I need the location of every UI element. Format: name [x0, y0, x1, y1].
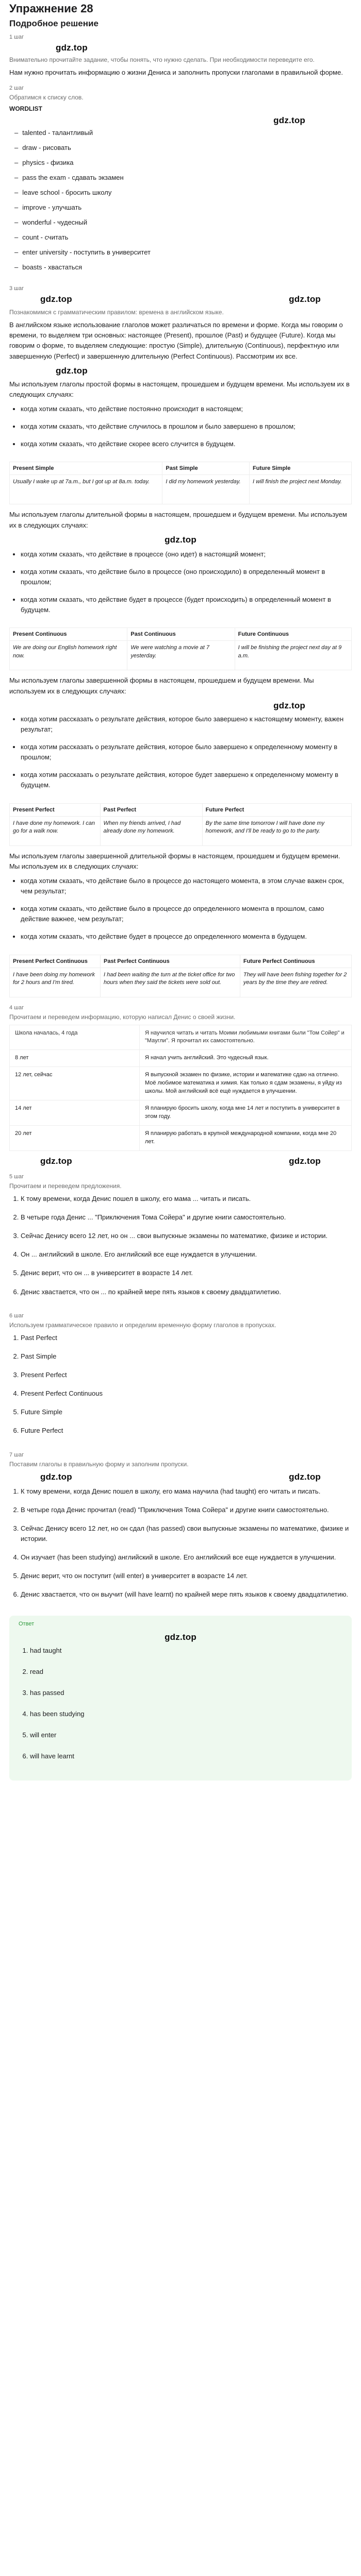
table-header: Present Perfect — [10, 803, 101, 816]
filled-sentence-list — [9, 1486, 352, 1608]
table-cell: I had been waiting the turn at the ticket office for two hours when they said the tickets were sold out. — [101, 968, 240, 997]
page-subtitle: Подробное решение — [9, 19, 99, 28]
continuous-uses-list — [9, 549, 352, 623]
list-item: 3. Сейчас Денису всего 12 лет, но он сдал (has passed) свои выпускные экзамены по математике, физике и истории. — [21, 1523, 352, 1552]
table-cell: I did my homework yesterday. — [162, 475, 250, 504]
step-5-intro: Прочитаем и переведем предложения. — [9, 1182, 122, 1190]
table-row — [10, 1126, 352, 1151]
continuous-table — [9, 628, 352, 670]
table-cell: I will finish the project next Monday. — [250, 475, 352, 504]
grammar-paragraph: Мы используем глаголы завершенной формы в настоящем, прошедшем и будущем времени. Мы используем их в следующих случаях: — [9, 676, 314, 695]
list-item: 3. Сейчас Денису всего 12 лет, но он ... свои выпускные экзамены по математике, физике и истории. — [21, 1231, 352, 1249]
step-3-intro: Познакомимся с грамматическим правилом: времена в английском языке. — [9, 309, 224, 316]
list-item: – draw - рисовать — [14, 144, 352, 159]
step-7 — [9, 1452, 352, 1608]
watermark-row: gdz.top gdz.top — [40, 1156, 321, 1166]
list-item: – talented - талантливый — [14, 129, 352, 144]
list-item: • когда хотим рассказать о результате действия, которое было завершено к настоящему моменту, важен результат; — [21, 714, 352, 742]
table-cell: I have done my homework. I can go for a walk now. — [10, 816, 101, 845]
list-item: – physics - физика — [14, 159, 352, 174]
list-item: – leave school - бросить школу — [14, 189, 352, 204]
step-3-title: 3 шаг — [9, 285, 24, 292]
table-cell: 8 лет — [10, 1050, 140, 1067]
list-item: 1. Past Perfect — [21, 1333, 352, 1351]
step-4-title: 4 шаг — [9, 1004, 24, 1011]
step-1-text: Нам нужно прочитать информацию о жизни Дениса и заполнить пропуски глаголами в правильной форме. — [9, 69, 343, 76]
table-cell: We were watching a movie at 7 yesterday. — [127, 641, 235, 670]
list-item: 6. will have learnt — [30, 1752, 342, 1773]
list-item: 5. will enter — [30, 1731, 342, 1752]
list-item: 4. Present Perfect Continuous — [21, 1388, 352, 1407]
step-7-title: 7 шаг — [9, 1451, 24, 1458]
table-header: Future Perfect — [202, 803, 351, 816]
list-item: 2. В четыре года Денис ... "Приключения Тома Сойера" и другие книги самостоятельно. — [21, 1212, 352, 1231]
sentence-list — [9, 1194, 352, 1306]
simple-table — [9, 462, 352, 504]
perfect-uses-list — [9, 714, 352, 798]
perfect-table — [9, 803, 352, 846]
table-header: Past Continuous — [127, 628, 235, 641]
step-4 — [9, 1005, 352, 1166]
list-item: 1. К тому времени, когда Денис пошел в школу, его мама ... читать и писать. — [21, 1194, 352, 1212]
table-cell: We are doing our English homework right now. — [10, 641, 127, 670]
step-5 — [9, 1174, 352, 1306]
list-item: • когда хотим сказать, что действие будет в процессе до определенного момента в будущем. — [21, 931, 352, 949]
step-2-intro: Обратимся к списку слов. — [9, 94, 84, 101]
table-header: Past Perfect — [100, 803, 202, 816]
answer-title: Ответ — [19, 1620, 35, 1627]
table-header: Future Perfect Continuous — [240, 955, 351, 968]
table-header: Present Continuous — [10, 628, 127, 641]
list-item: 1. had taught — [30, 1647, 342, 1668]
list-item: • когда хотим сказать, что действие случилось в прошлом и было завершено в прошлом; — [21, 421, 352, 439]
table-header: Я научился читать и читать Моими любимыми книгами были "Том Сойер" и "Маугли". Я прочитал их самостоятельно. — [139, 1025, 351, 1050]
table-cell: Я начал учить английский. Это чудесный язык. — [139, 1050, 351, 1067]
wordlist-title: WORDLIST — [9, 105, 42, 113]
watermark: gdz.top — [165, 534, 196, 545]
table-header: Present Simple — [10, 462, 162, 475]
table-cell: Я выпускной экзамен по физике, истории и математике сдаю на отлично. Моё любимое математика и химия. Как только я сдам экзамены, я уйду из школы. Мой английский всё ещё нуждается в улучшении. — [139, 1067, 351, 1100]
watermark: gdz.top — [273, 700, 305, 710]
table-cell: They will have been fishing together for 2 years by the time they are retired. — [240, 968, 351, 997]
step-6-title: 6 шаг — [9, 1312, 24, 1319]
simple-uses-list — [9, 404, 352, 456]
list-item: 2. read — [30, 1668, 342, 1689]
list-item: 5. Future Simple — [21, 1407, 352, 1426]
watermark-row: gdz.top gdz.top — [40, 294, 321, 304]
list-item: • когда хотим сказать, что действие было в процессе до определенного момента в прошлом, само действие важнее, чем результат; — [21, 904, 352, 931]
list-item: • когда хотим сказать, что действие скорее всего случится в будущем. — [21, 439, 352, 456]
wordlist — [9, 129, 352, 278]
list-item: • когда хотим рассказать о результате действия, которое будет завершено к определенному моменту в будущем. — [21, 770, 352, 798]
perfect-continuous-uses-list — [9, 876, 352, 950]
table-cell: When my friends arrived, I had already done my homework. — [100, 816, 202, 845]
watermark: gdz.top — [165, 1632, 196, 1642]
table-header: Future Simple — [250, 462, 352, 475]
step-6 — [9, 1313, 352, 1445]
table-cell: Я планирую работать в крупной международной компании, когда мне 20 лет. — [139, 1126, 351, 1151]
step-3 — [9, 285, 352, 997]
list-item: 4. Он изучает (has been studying) английский в школе. Его английский все еще нуждается в улучшении. — [21, 1552, 352, 1571]
page-title: Упражнение 28 — [9, 2, 93, 15]
table-cell: By the same time tomorrow I will have done my homework, and I'll be ready to go to the party. — [202, 816, 351, 845]
list-item: 2. Past Simple — [21, 1351, 352, 1370]
table-row — [10, 1100, 352, 1126]
list-item: • когда хотим сказать, что действие будет в процессе (будет происходить) в определенный момент в будущем. — [21, 595, 352, 622]
table-header: Школа началась, 4 года — [10, 1025, 140, 1050]
step-5-title: 5 шаг — [9, 1173, 24, 1180]
answer-box — [9, 1616, 352, 1781]
step-2 — [9, 85, 352, 278]
watermark: gdz.top — [56, 43, 88, 53]
table-cell: 20 лет — [10, 1126, 140, 1151]
table-cell: I will be finishing the project next day at 9 a.m. — [235, 641, 351, 670]
list-item: 6. Денис хвастается, что он выучит (will have learnt) по крайней мере пять языков к своему двадцатилетию. — [21, 1589, 352, 1608]
step-7-intro: Поставим глаголы в правильную форму и заполним пропуски. — [9, 1460, 189, 1468]
list-item: – enter university - поступить в университет — [14, 248, 352, 263]
list-item: 5. Денис верит, что он ... в университет в возрасте 14 лет. — [21, 1268, 352, 1286]
watermark-row: gdz.top gdz.top — [40, 1471, 321, 1482]
perfect-continuous-table — [9, 955, 352, 997]
table-header: Past Simple — [162, 462, 250, 475]
list-item: • когда хотим сказать, что действие было в процессе до настоящего момента, в этом случае важен срок, чем результат; — [21, 876, 352, 904]
list-item: 5. Денис верит, что он поступит (will enter) в университет в возрасте 14 лет. — [21, 1571, 352, 1589]
grammar-paragraph: В английском языке использование глаголов может различаться по времени и форме. Когда мы говорим о времени, то выделяем три основных: настоящее (Present), прошлое (Past) и будущее (Future). Когда мы говорим о форме, то выделяем следующие: простую (Simple), длительную (Continuous), перфектную или завершенную (Perfect) и завершенную длительную (Perfect Continuous). Рассмотрим их все. — [9, 321, 343, 360]
table-row — [10, 1067, 352, 1100]
table-row — [10, 1050, 352, 1067]
list-item: 3. Present Perfect — [21, 1370, 352, 1388]
answer-list — [19, 1647, 342, 1773]
list-item: 6. Future Perfect — [21, 1426, 352, 1444]
list-item: – wonderful - чудесный — [14, 218, 352, 233]
list-item: – improve - улучшать — [14, 204, 352, 218]
table-cell: 12 лет, сейчас — [10, 1067, 140, 1100]
step-6-intro: Используем грамматическое правило и определим временную форму глаголов в пропусках. — [9, 1321, 276, 1329]
table-cell: I have been doing my homework for 2 hours and I'm tired. — [10, 968, 101, 997]
grammar-paragraph: Мы используем глаголы завершенной длительной формы в настоящем, прошедшем и будущем времени. Мы используем их в следующих случаях: — [9, 852, 340, 870]
tense-list — [9, 1333, 352, 1445]
list-item: – boasts - хвастаться — [14, 263, 352, 278]
step-1-title: 1 шаг — [9, 34, 24, 40]
watermark: gdz.top — [56, 365, 88, 376]
list-item: • когда хотим сказать, что действие было в процессе (оно происходило) в определенный момент в прошлом; — [21, 567, 352, 595]
step-1 — [9, 34, 352, 78]
table-cell: Я планирую бросить школу, когда мне 14 лет и поступить в университет в этом году. — [139, 1100, 351, 1126]
list-item: 3. has passed — [30, 1689, 342, 1710]
list-item: • когда хотим сказать, что действие в процессе (оно идет) в настоящий момент; — [21, 549, 352, 567]
list-item: 6. Денис хвастается, что он ... по крайней мере пять языков к своему двадцатилетию. — [21, 1287, 352, 1306]
table-header: Future Continuous — [235, 628, 351, 641]
grammar-paragraph: Мы используем глаголы длительной формы в настоящем, прошедшем и будущем времени. Мы используем их в следующих случаях: — [9, 511, 347, 529]
list-item: • когда хотим сказать, что действие постоянно происходит в настоящем; — [21, 404, 352, 421]
table-header: Present Perfect Continuous — [10, 955, 101, 968]
list-item: – pass the exam - сдавать экзамен — [14, 174, 352, 189]
list-item: • когда хотим рассказать о результате действия, которое было завершено к определенному моменту в прошлом; — [21, 742, 352, 770]
list-item: 4. Он ... английский в школе. Его английский все еще нуждается в улучшении. — [21, 1249, 352, 1268]
step-2-title: 2 шаг — [9, 85, 24, 92]
step-1-intro: Внимательно прочитайте задание, чтобы понять, что нужно сделать. При необходимости переведите его. — [9, 56, 315, 63]
table-header: Past Perfect Continuous — [101, 955, 240, 968]
list-item: 2. В четыре года Денис прочитал (read) "Приключения Тома Сойера" и другие книги самостоятельно. — [21, 1505, 352, 1523]
denis-facts-table — [9, 1025, 352, 1151]
grammar-paragraph: Мы используем глаголы простой формы в настоящем, прошедшем и будущем времени. Мы используем их в следующих случаях: — [9, 380, 350, 398]
table-cell: Usually I wake up at 7a.m., but I got up at 8a.m. today. — [10, 475, 162, 504]
watermark: gdz.top — [273, 115, 305, 126]
step-4-intro: Прочитаем и переведем информацию, которую написал Денис о своей жизни. — [9, 1013, 236, 1021]
list-item: 1. К тому времени, когда Денис пошел в школу, его мама научила (had taught) его читать и писать. — [21, 1486, 352, 1505]
table-cell: 14 лет — [10, 1100, 140, 1126]
list-item: 4. has been studying — [30, 1710, 342, 1731]
list-item: – count - считать — [14, 233, 352, 248]
